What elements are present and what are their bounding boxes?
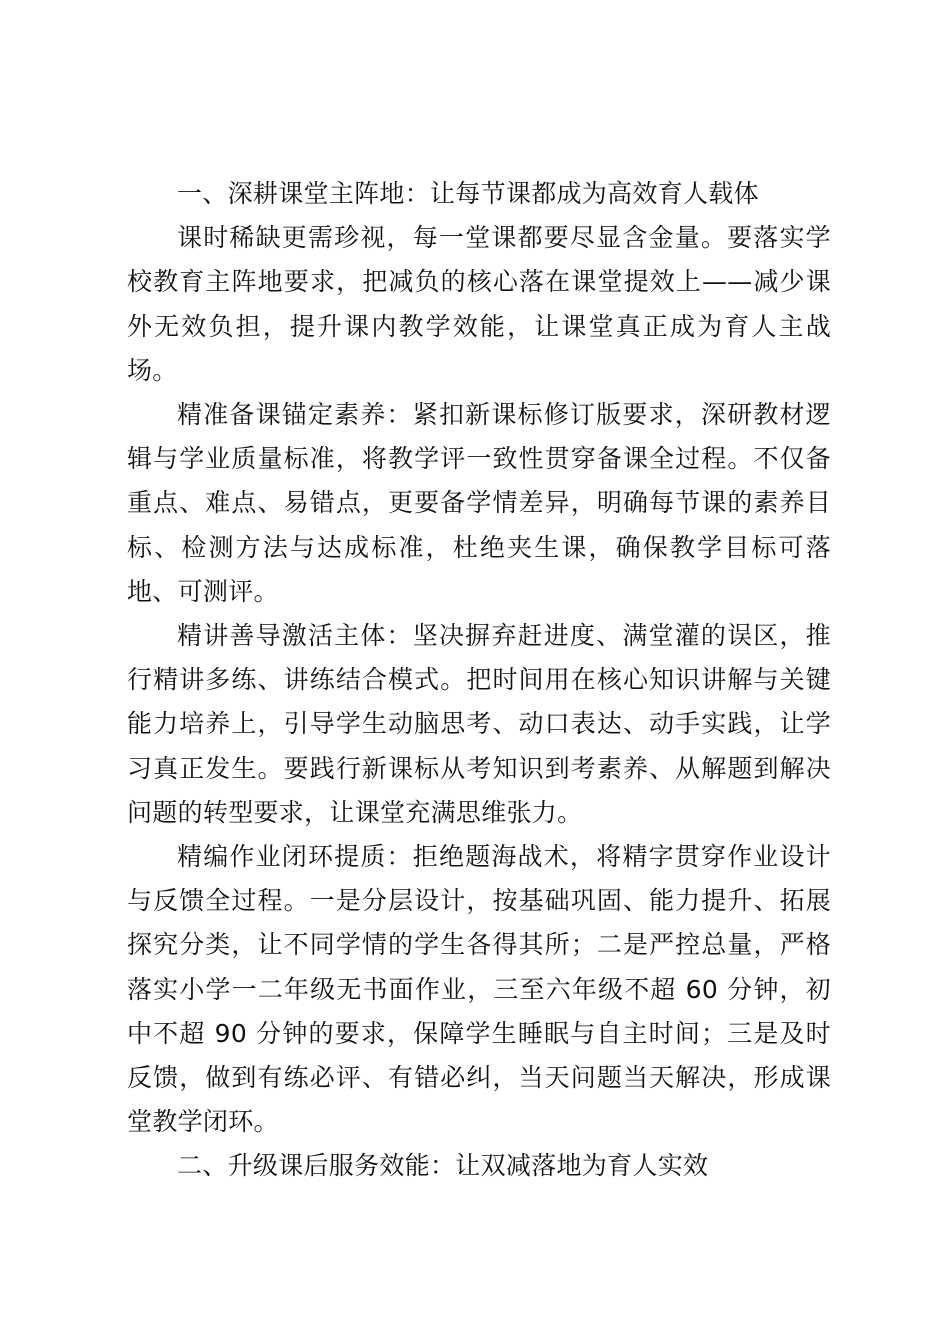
paragraph-intro: 课时稀缺更需珍视，每一堂课都要尽显含金量。要落实学校教育主阵地要求，把减负的核心落在课堂提效上——减少课外无效负担，提升课内教学效能，让课堂真正成为育人主战场。 bbox=[127, 223, 831, 385]
section-heading-1: 一、深耕课堂主阵地：让每节课都成为高效育人载体 bbox=[177, 179, 759, 208]
paragraph-lesson-prep: 精准备课锚定素养：紧扣新课标修订版要求，深研教材逻辑与学业质量标准，将教学评一致性贯穿备课全过程。不仅备重点、难点、易错点，更要备学情差异，明确每节课的素养目标、检测方法与达成标准，杜绝夹生课，确保教学目标可落地、可测评。 bbox=[127, 400, 831, 606]
paragraph-homework: 精编作业闭环提质：拒绝题海战术，将精字贯穿作业设计与反馈全过程。一是分层设计，按基础巩固、能力提升、拓展探究分类，让不同学情的学生各得其所；二是严控总量，严格落实小学一二年级无书面作业，三至六年级不超 60 分钟，初中不超 90 分钟的要求，保障学生睡眠与自主时间；三是及时反馈，做到有练必评、有错必纠，当天问题当天解决，形成课堂教学闭环。 bbox=[127, 842, 831, 1137]
document-body bbox=[127, 172, 831, 1189]
section-heading-2: 二、升级课后服务效能：让双减落地为育人实效 bbox=[177, 1151, 709, 1181]
paragraph-teaching: 精讲善导激活主体：坚决摒弃赶进度、满堂灌的误区，推行精讲多练、讲练结合模式。把时间用在核心知识讲解与关键能力培养上，引导学生动脑思考、动口表达、动手实践，让学习真正发生。要践行新课标从考知识到考素养、从解题到解决问题的转型要求，让课堂充满思维张力。 bbox=[127, 621, 831, 827]
